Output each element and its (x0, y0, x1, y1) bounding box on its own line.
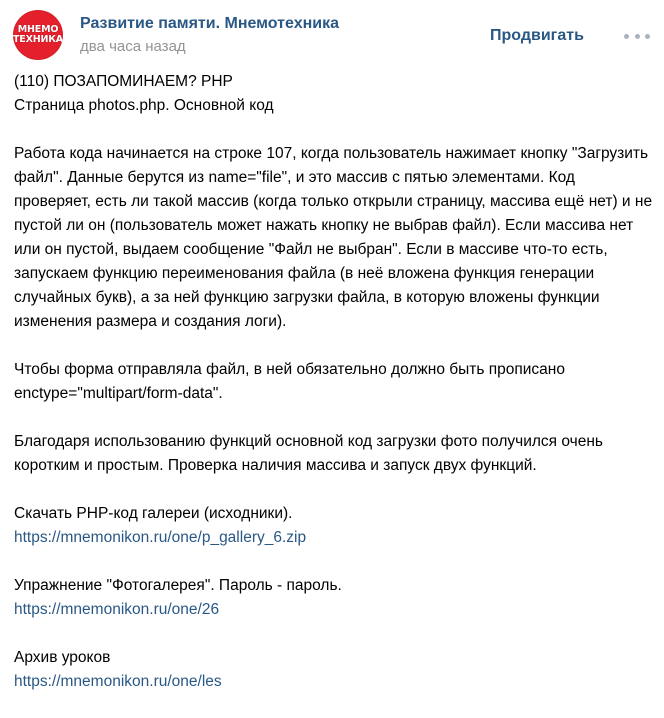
post-paragraph-2: Чтобы форма отправляла файл, в ней обязательно должно быть прописано enctype="multipart/form-data". (14, 361, 565, 402)
promote-button[interactable]: Продвигать (490, 27, 584, 44)
more-dot (645, 34, 650, 39)
archive-block (14, 646, 654, 694)
post-text (14, 70, 654, 718)
download-block (14, 502, 654, 550)
avatar[interactable] (13, 10, 63, 60)
post-time-link[interactable]: два часа назад (80, 38, 186, 55)
post-title-line2: Страница photos.php. Основной код (14, 97, 274, 114)
avatar-text-top: МНЕМО (17, 24, 59, 35)
more-horizontal-icon[interactable] (624, 30, 650, 42)
more-dot (635, 34, 640, 39)
post-paragraph-3: Благодаря использованию функций основной код загрузки фото получился очень коротким и простым. Проверка наличия массива и запуск двух функций. (14, 433, 603, 474)
avatar-text-bottom: ТЕХНИКА (13, 34, 63, 45)
post-title-line1: (110) ПОЗАПОМИНАЕМ? PHP (14, 73, 233, 90)
exercise-link[interactable]: https://mnemonikon.ru/one/26 (14, 601, 220, 618)
more-dot (624, 34, 629, 39)
group-name-link[interactable]: Развитие памяти. Мнемотехника (80, 15, 339, 32)
archive-label: Архив уроков (14, 649, 111, 666)
archive-link[interactable]: https://mnemonikon.ru/one/les (14, 673, 222, 690)
exercise-block (14, 574, 654, 622)
download-link[interactable]: https://mnemonikon.ru/one/p_gallery_6.zip (14, 529, 307, 546)
post-paragraph-1: Работа кода начинается на строке 107, когда пользователь нажимает кнопку "Загрузить файл". Данные берутся из name="file", и это массив с пятью элементами. Код проверяет, есть ли такой массив (когда только открыли страницу, массива ещё нет) и не пустой ли он (пользователь может нажать кнопку не выбрав файл). Если массива нет или он пустой, выдаем сообщение "Файл не выбран". Если в массиве что-то есть, запускаем функцию переименования файла (в неё вложена функция генерации случайных букв), а за ней функцию загрузки файла, в которую вложены функции изменения размера и создания логи). (14, 145, 653, 330)
post-title-block (14, 70, 654, 118)
download-label: Скачать PHP-код галереи (исходники). (14, 505, 293, 522)
post-header (0, 0, 664, 66)
exercise-label: Упражнение "Фотогалерея". Пароль - пароль. (14, 577, 342, 594)
